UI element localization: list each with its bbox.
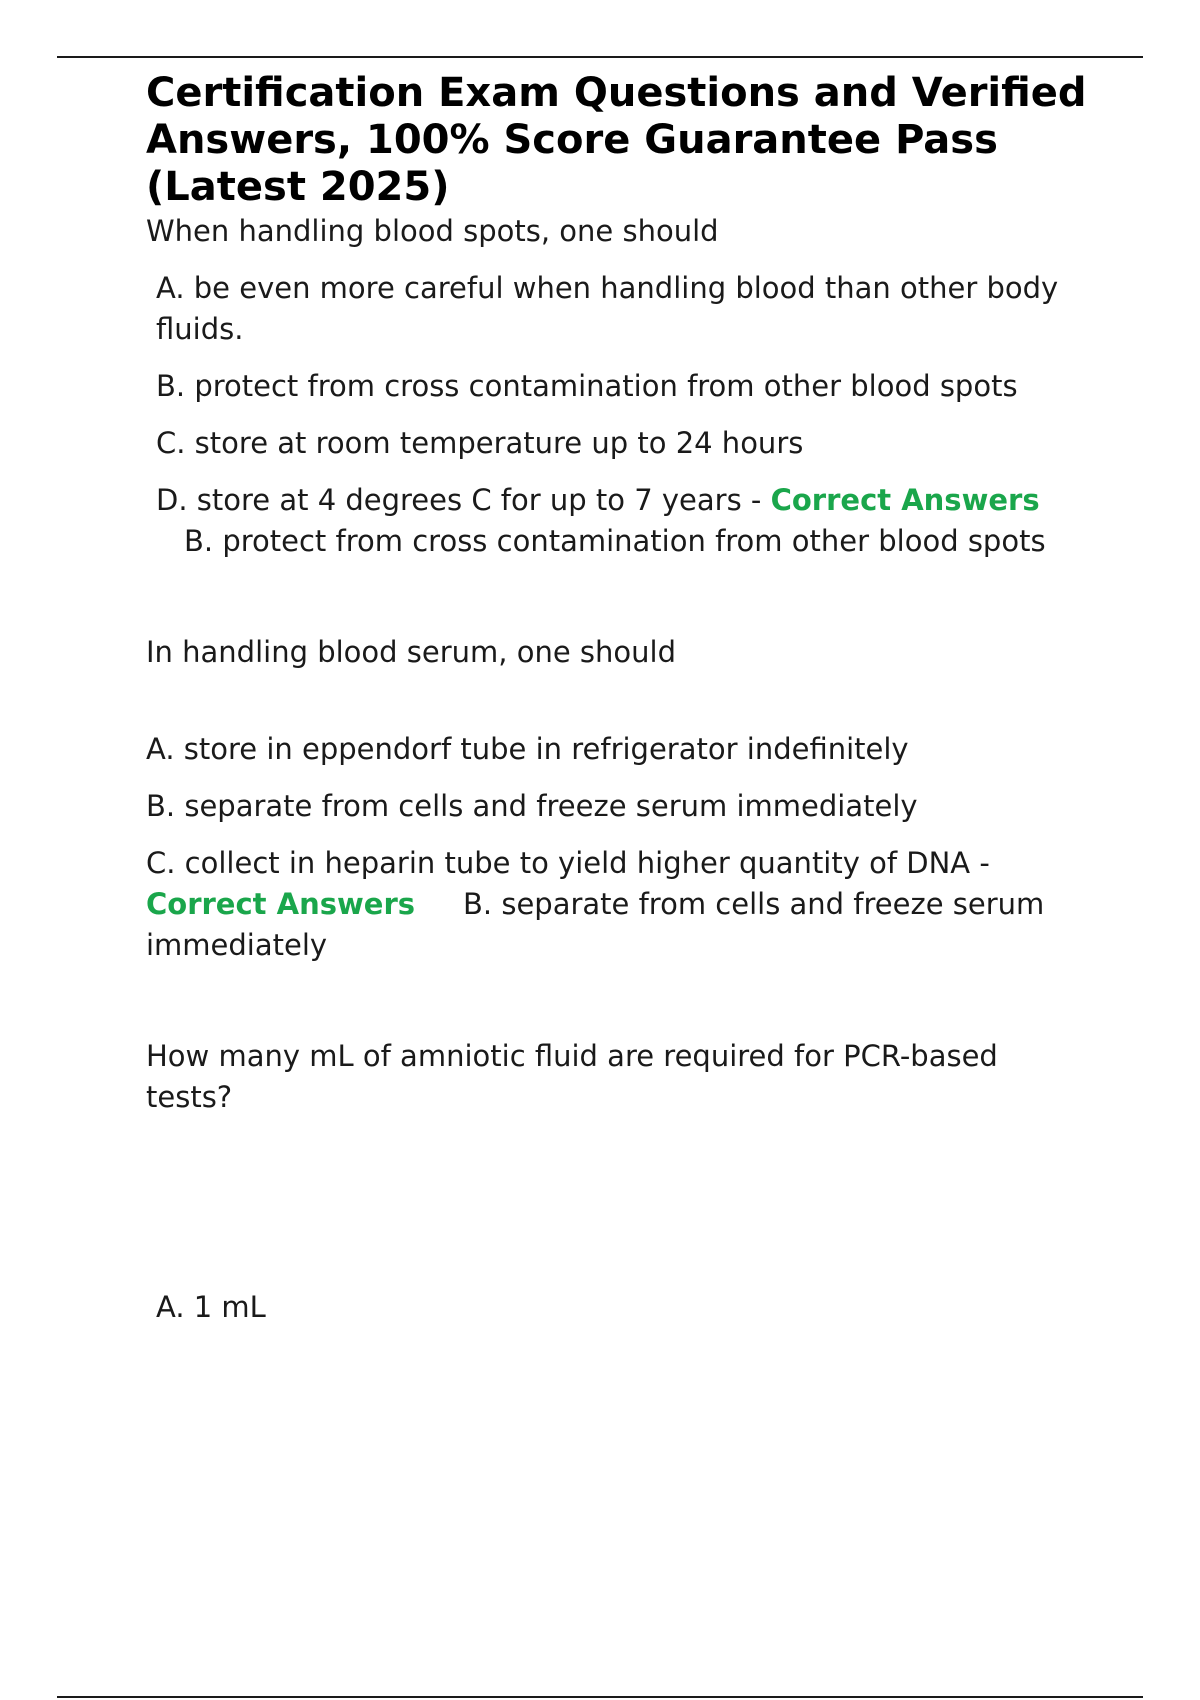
option-a: A. store in eppendorf tube in refrigerator indefinitely — [146, 732, 909, 766]
option-b: B. separate from cells and freeze serum immediately — [146, 789, 918, 823]
bottom-rule — [57, 1696, 1143, 1698]
top-rule — [57, 56, 1143, 58]
answer-text: B. separate from cells and freeze serum immediately — [146, 887, 1045, 962]
document-page — [146, 70, 1096, 1328]
option-a: A. 1 mL — [156, 1290, 266, 1324]
answer-text: B. protect from cross contamination from other blood spots — [184, 524, 1046, 558]
document-title: Certification Exam Questions and Verified Answers, 100% Score Guarantee Pass (Latest 2025) — [146, 70, 1087, 210]
option-d — [146, 480, 1096, 521]
question-text: How many mL of amniotic fluid are required for PCR-based tests? — [146, 1039, 998, 1114]
correct-answers-label: Correct Answers — [146, 887, 416, 921]
option-d-text: D. store at 4 degrees C for up to 7 years - — [156, 483, 762, 517]
question-block-1 — [146, 211, 1096, 562]
question-block-3 — [146, 1036, 1096, 1328]
question-text: When handling blood spots, one should — [146, 214, 719, 248]
option-b: B. protect from cross contamination from other blood spots — [156, 369, 1018, 403]
option-a: A. be even more careful when handling blood than other body fluids. — [156, 271, 1059, 346]
correct-answers-label: Correct Answers — [770, 483, 1040, 517]
question-text: In handling blood serum, one should — [146, 635, 676, 669]
question-block-2 — [146, 632, 1096, 966]
option-c: C. store at room temperature up to 24 hours — [156, 426, 804, 460]
option-c-text: C. collect in heparin tube to yield higher quantity of DNA - — [146, 846, 990, 880]
option-c — [146, 843, 1096, 966]
